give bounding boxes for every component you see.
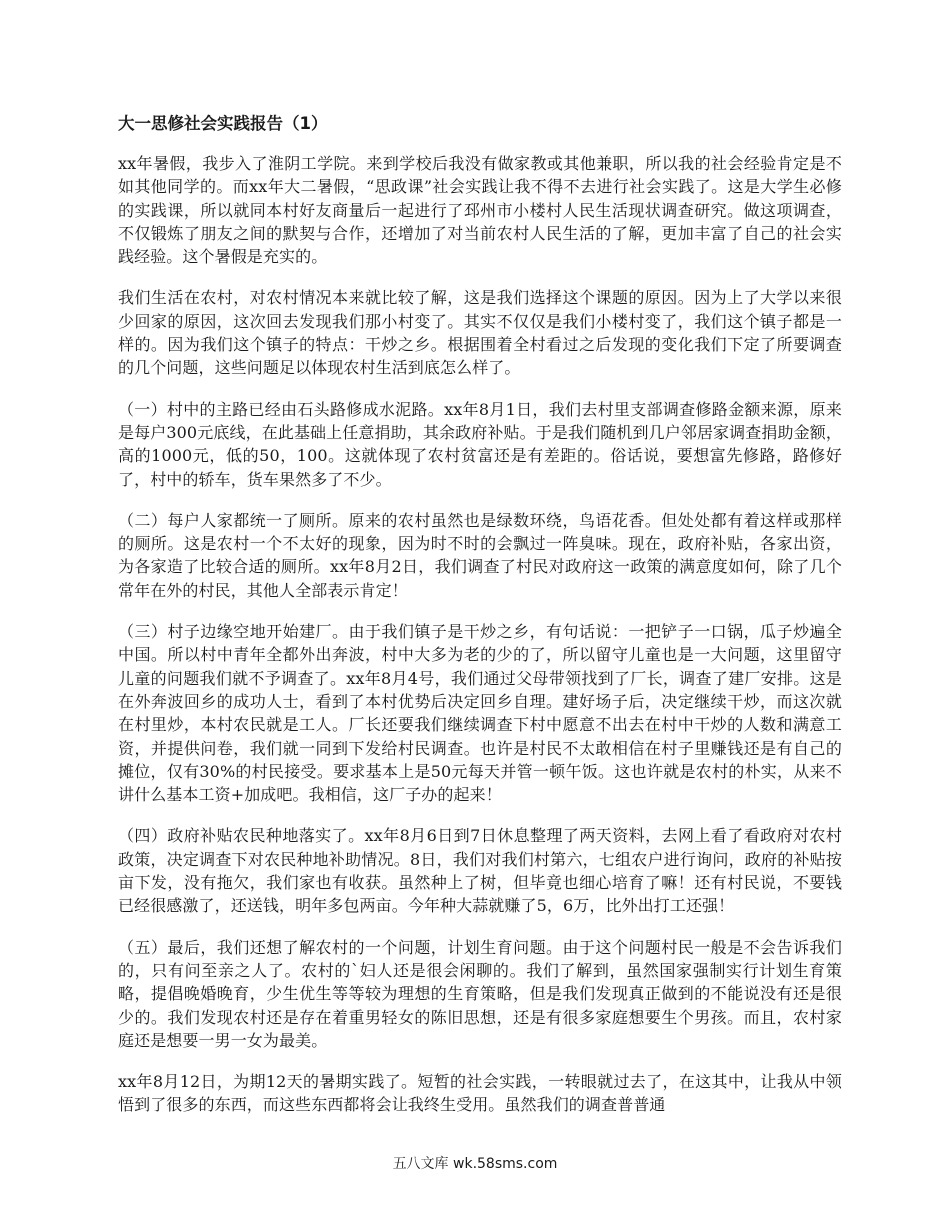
paragraph-section-2: （二）每户人家都统一了厕所。原来的农村虽然也是绿数环绕，鸟语花香。但处处都有着这样或那样的厕所。这是农村一个不太好的现象，因为时不时的会飘过一阵臭味。现在，政府补贴，各家出资，为各家造了比较合适的厕所。xx年8月2日，我们调查了村民对政府这一政策的满意度如何，除了几个常年在外的村民，其他人全部表示肯定！	[118, 510, 842, 600]
paragraph-conclusion: xx年8月12日，为期12天的暑期实践了。短暂的社会实践，一转眼就过去了，在这其中，让我从中领悟到了很多的东西，而这些东西都将会让我终生受用。虽然我们的调查普普通	[118, 1072, 842, 1115]
paragraph-intro: xx年暑假，我步入了淮阴工学院。来到学校后我没有做家教或其他兼职，所以我的社会经验肯定是不如其他同学的。而xx年大二暑假，“思政课”社会实践让我不得不去进行社会实践了。这是大学生必修的实践课，所以就同本村好友商量后一起进行了邳州市小楼村人民生活现状调查研究。做这项调查，不仅锻炼了朋友之间的默契与合作，还增加了对当前农村人民生活的了解，更加丰富了自己的社会实践经验。这个暑假是充实的。	[118, 154, 842, 267]
document-title: 大一思修社会实践报告（1）	[118, 114, 328, 133]
paragraph-section-3: （三）村子边缘空地开始建厂。由于我们镇子是干炒之乡，有句话说：一把铲子一口锅，瓜子炒遍全中国。所以村中青年全都外出奔波，村中大多为老的少的了，所以留守儿童也是一大问题，这里留守儿童的问题我们就不予调查了。xx年8月4号，我们通过父母带领找到了厂长，调查了建厂安排。这是在外奔波回乡的成功人士，看到了本村优势后决定回乡自理。建好场子后，决定继续干炒，而这次就在村里炒，本村农民就是工人。厂长还要我们继续调查下村中愿意不出去在村中干炒的人数和满意工资，并提供问卷，我们就一同到下发给村民调查。也许是村民不太敢相信在村子里赚钱还是有自己的摊位，仅有30%的村民接受。要求基本上是50元每天并管一顿午饭。这也许就是农村的朴实，从来不讲什么基本工资+加成吧。我相信，这厂子办的起来！	[118, 622, 842, 805]
paragraph-section-1: （一）村中的主路已经由石头路修成水泥路。xx年8月1日，我们去村里支部调查修路金额来源，原来是每户300元底线，在此基础上任意捐助，其余政府补贴。于是我们随机到几户邻居家调查捐助金额，高的1000元，低的50，100。这就体现了农村贫富还是有差距的。俗话说，要想富先修路，路修好了，村中的轿车，货车果然多了不少。	[118, 399, 842, 489]
paragraph-section-4: （四）政府补贴农民种地落实了。xx年8月6日到7日休息整理了两天资料，去网上看了看政府对农村政策，决定调查下对农民种地补助情况。8日，我们对我们村第六，七组农户进行询问，政府的补贴按亩下发，没有拖欠，我们家也有收获。虽然种上了树，但毕竟也细心培育了嘛！还有村民说，不要钱已经很感激了，还送钱，明年多包两亩。今年种大蒜就赚了5，6万，比外出打工还强！	[118, 826, 842, 916]
page-footer: 五八文库 wk.58sms.com	[392, 1156, 558, 1172]
paragraph-background: 我们生活在农村，对农村情况本来就比较了解，这是我们选择这个课题的原因。因为上了大学以来很少回家的原因，这次回去发现我们那小村变了。其实不仅仅是我们小楼村变了，我们这个镇子都是一样的。因为我们这个镇子的特点：干炒之乡。根据围着全村看过之后发现的变化我们下定了所要调查的几个问题，这些问题足以体现农村生活到底怎么样了。	[118, 288, 842, 378]
paragraph-section-5: （五）最后，我们还想了解农村的一个问题，计划生育问题。由于这个问题村民一般是不会告诉我们的，只有问至亲之人了。农村的`妇人还是很会闲聊的。我们了解到，虽然国家强制实行计划生育策略，提倡晚婚晚育，少生优生等等较为理想的生育策略，但是我们发现真正做到的不能说没有还是很少的。我们发现农村还是存在着重男轻女的陈旧思想，还是有很多家庭想要生个男孩。而且，农村家庭还是想要一男一女为最美。	[118, 937, 842, 1050]
document-page	[118, 112, 842, 1135]
